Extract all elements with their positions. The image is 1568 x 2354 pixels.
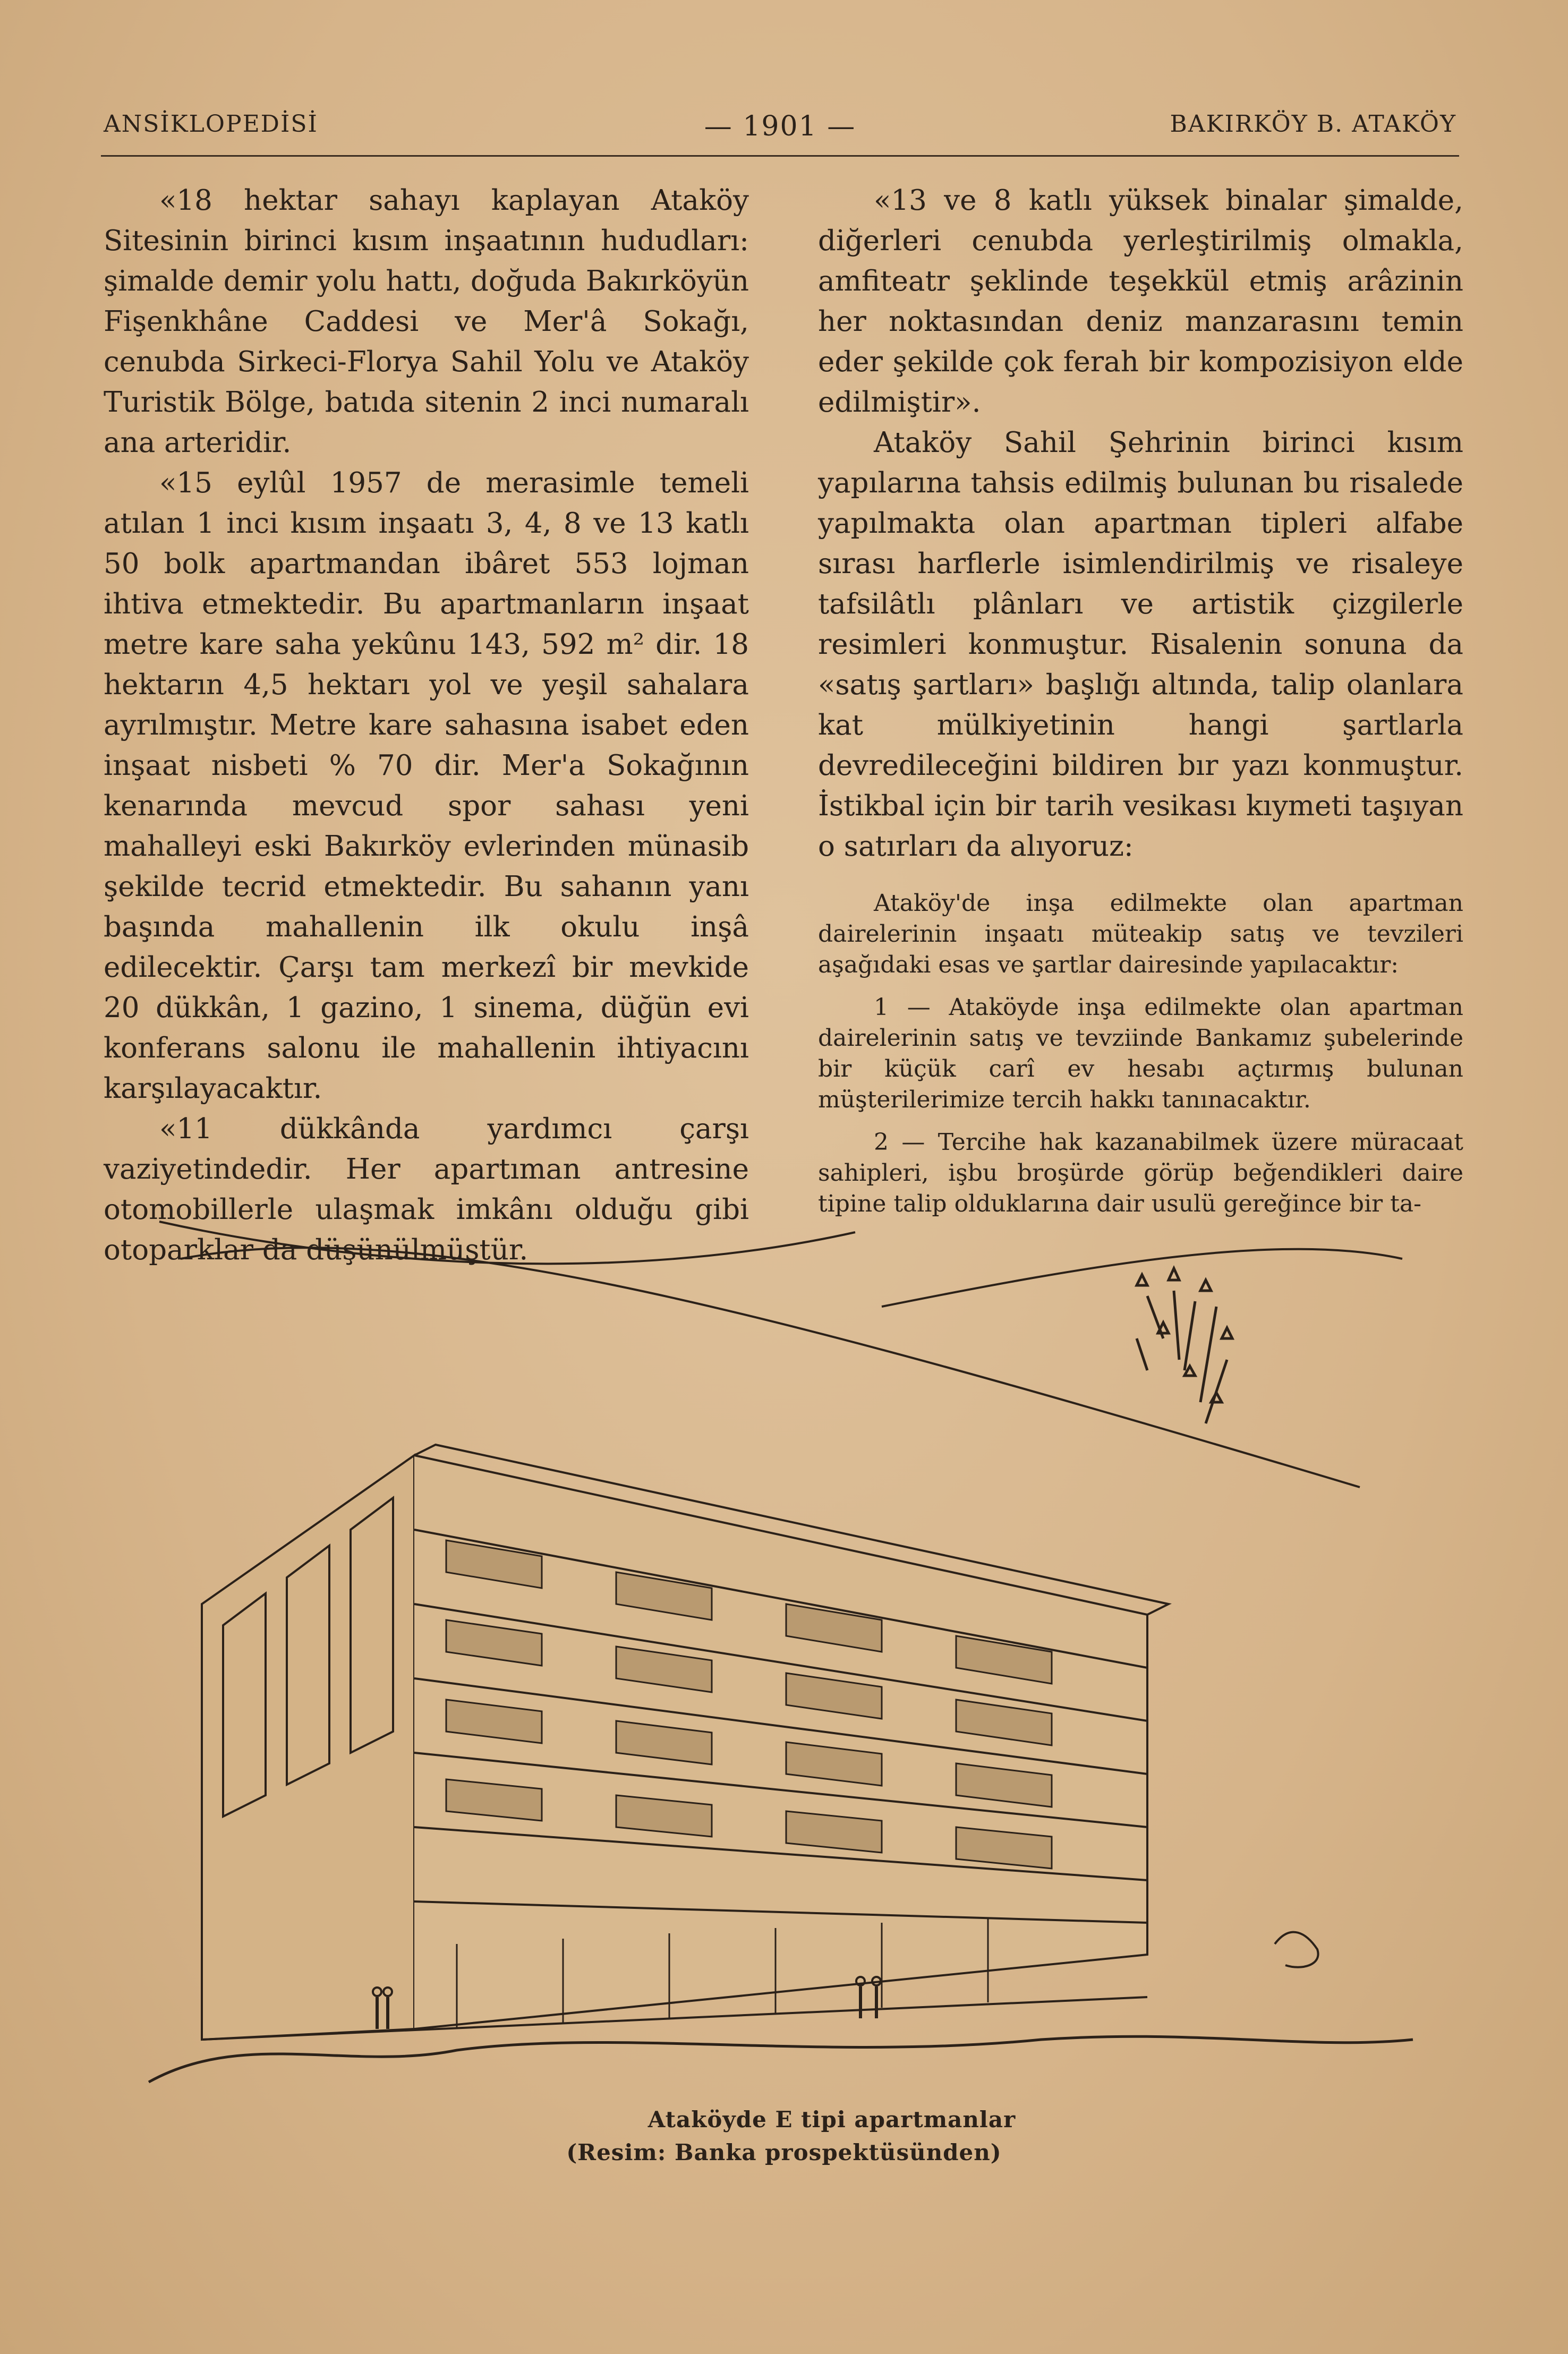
terms-paragraph: 2 — Tercihe hak kazanabilmek üzere müracaat sahipleri, işbu broşürde görüp beğendikleri daire tipine talip olduklarına dair usulü gereğince bir ta- [818,1129,1463,1217]
left-column [104,181,749,1270]
page-number: — 1901 — [704,110,856,142]
building [202,1445,1169,2040]
caption-source: (Resim: Banka prospektüsünden) [566,2139,1002,2165]
terms-paragraph: 1 — Ataköyde inşa edilmekte olan apartman dairelerinin satış ve tevziinde Bankamız şubelerinde bir küçük carî ev hesabı açtırmış bulunan müşterilerimize tercih hakkı tanınacaktır. [818,994,1463,1113]
apartment-illustration [138,1200,1434,2114]
terms-paragraph: Ataköy'de inşa edilmekte olan apartman dairelerinin inşaatı müteakip satış ve tevzileri aşağıdaki esas ve şartlar dairesinde yapılacaktır: [818,890,1463,978]
left-paragraph: «15 eylûl 1957 de merasimle temeli atılan 1 inci kısım inşaatı 3, 4, 8 ve 13 katlı 50 bolk apartmandan ibâret 553 lojman ihtiva etmektedir. Bu apartmanların inşaat metre kare saha yekûnu 143, 592 m² dir. 18 hektarın 4,5 hektarı yol ve yeşil sahalara ayrılmıştır. Metre kare sahasına isabet eden inşaat nisbeti % 70 dir. Mer'a Sokağının kenarında mevcud spor sahası yeni mahalleyi eski Bakırköy evlerinden münasib şekilde tecrid etmektedir. Bu sahanın yanı başında mahallenin ilk okulu inşâ edilecektir. Çarşı tam merkezî bir mevkide 20 dükkân, 1 gazino, 1 sinema, düğün evi konferans salonu ile mahallenin ihtiyacını karşılayacaktır. [104,467,749,1105]
header-right: BAKIRKÖY B. ATAKÖY [1170,110,1456,138]
figure-caption [0,2103,1568,2169]
page-header [104,110,1456,148]
right-paragraph: «13 ve 8 katlı yüksek binalar şimalde, diğerleri cenubda yerleştirilmiş olmakla, amfiteatr şeklinde teşekkül etmiş arâzinin her noktasından deniz manzarasını temin eder şekilde çok ferah bir kompozisiyon elde edilmiştir». [818,184,1463,419]
tree [1137,1268,1232,1423]
header-left: ANSİKLOPEDİSİ [104,110,318,138]
header-rule [101,155,1459,157]
left-paragraph: «18 hektar sahayı kaplayan Ataköy Sitesinin birinci kısım inşaatının hududları: şimalde demir yolu hattı, doğuda Bakırköyün Fişenkhâne Caddesi ve Mer'â Sokağı, cenubda Sirkeci-Florya Sahil Yolu ve Ataköy Turistik Bölge, batıda sitenin 2 inci numaralı ana arteridir. [104,184,749,459]
right-paragraph: Ataköy Sahil Şehrinin birinci kısım yapılarına tahsis edilmiş bulunan bu risalede yapılmakta olan apartman tipleri alfabe sırası harflerle isimlendirilmiş ve risaleye tafsilâtlı plânları ve artistik çizgilerle resimleri konmuştur. Risalenin sonuna da «satış şartları» başlığı altında, talip olanlara kat mülkiyetinin hangi şartlarla devredileceğini bildiren bır yazı konmuştur. İstikbal için bir tarih vesikası kıymeti taşıyan o satırları da alıyoruz: [818,427,1463,863]
left-paragraph: «11 dükkânda yardımcı çarşı vaziyetindedir. Her apartıman antresine otomobillerle ulaşmak imkânı olduğu gibi otoparklar da düşünülmüştür. [104,1113,749,1266]
caption-title: Ataköyde E tipi apartmanlar [647,2106,1016,2133]
right-column [818,181,1463,1219]
